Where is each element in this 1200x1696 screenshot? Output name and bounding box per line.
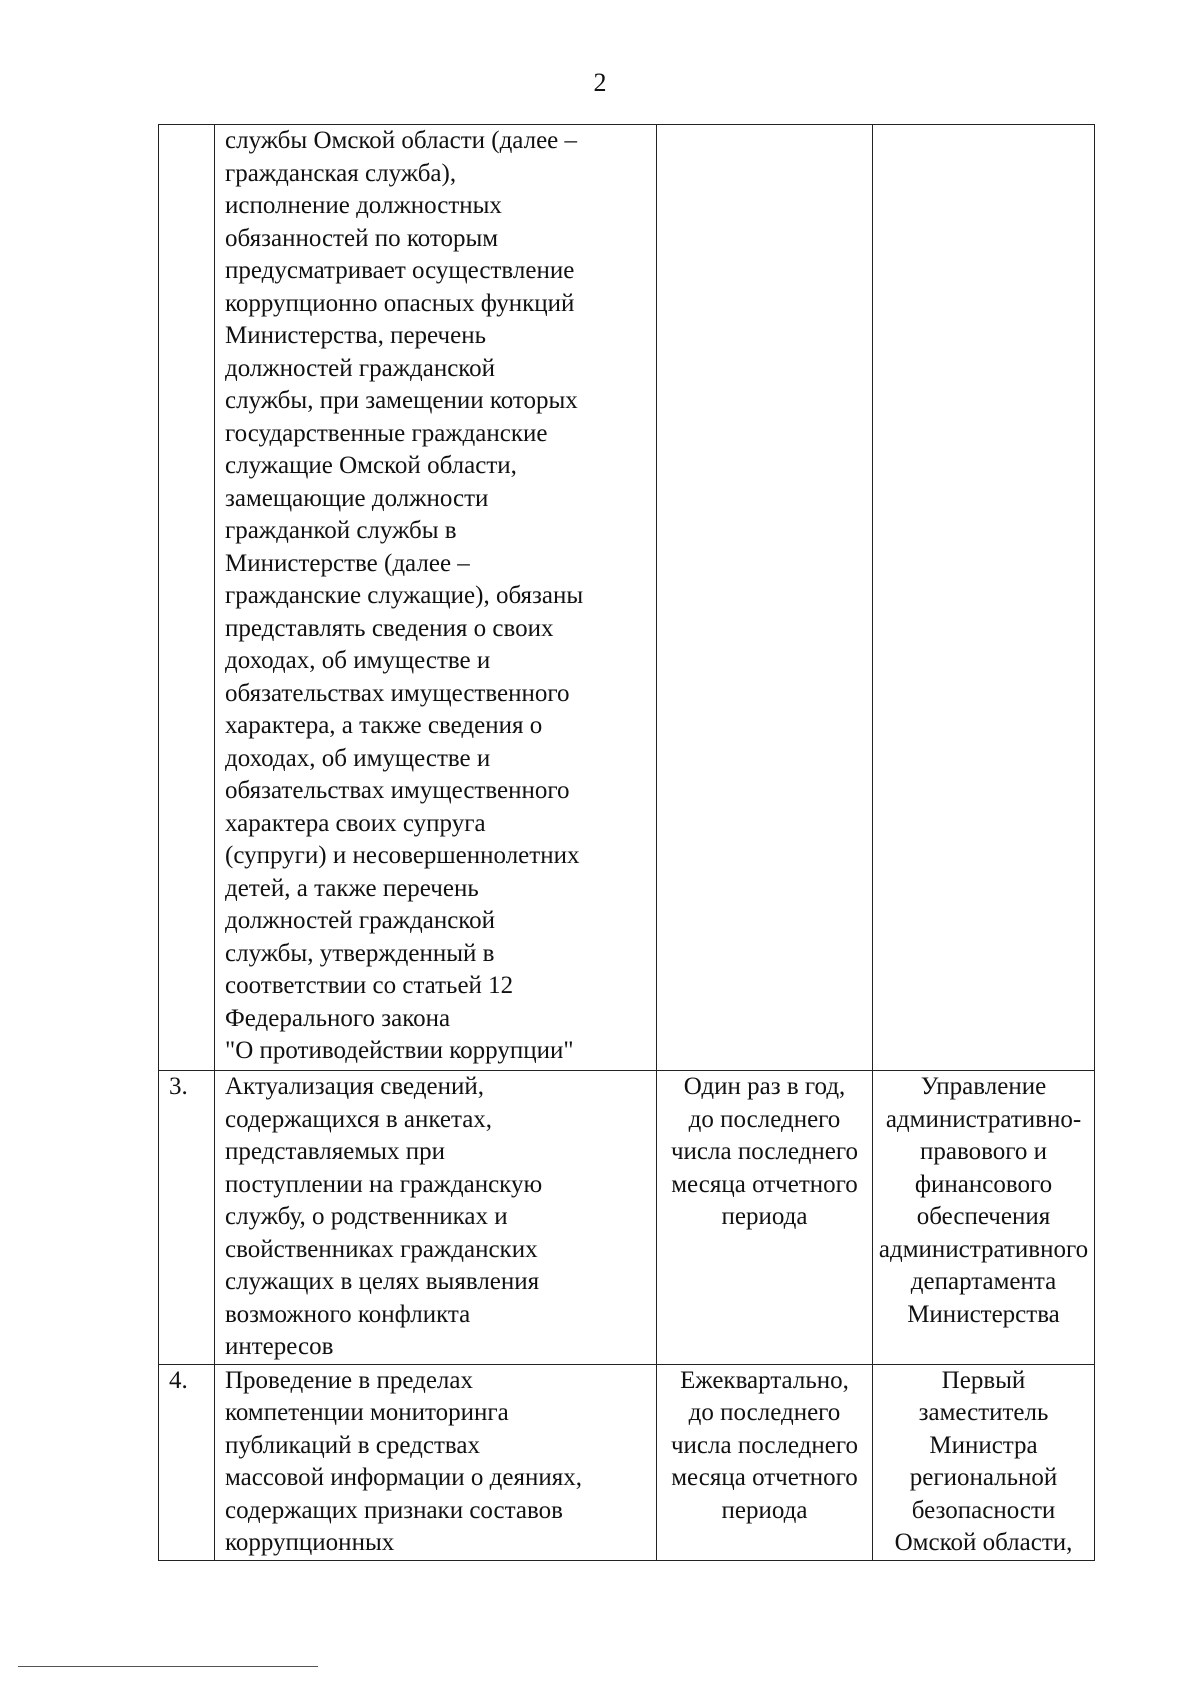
text-line: служащие Омской области, — [225, 452, 517, 479]
measure-text — [215, 125, 657, 1071]
text-line: Один раз в год, — [683, 1073, 846, 1100]
text-line: должностей гражданской — [225, 354, 496, 382]
text-line: возможного конфликта — [225, 1300, 471, 1328]
text-line: доходах, об имуществе и — [225, 744, 491, 772]
text-line: компетенции мониторинга — [225, 1399, 509, 1426]
text-line: Ежеквартально, — [680, 1366, 849, 1394]
text-line: Федерального закона — [225, 1004, 451, 1032]
text-line: месяца отчетного — [671, 1464, 858, 1491]
text-line: Управление — [920, 1073, 1047, 1100]
text-line: гражданская служба), — [225, 159, 457, 187]
measure-text — [215, 1071, 657, 1365]
text-line: поступлении на гражданскую — [225, 1170, 543, 1198]
text-line: обязанностей по которым — [225, 224, 499, 252]
text-line: свойственниках гражданских — [225, 1235, 538, 1263]
row-number: 3. — [159, 1071, 215, 1365]
text-line: службы Омской области (далее – — [225, 127, 578, 154]
text-line: числа последнего — [670, 1431, 859, 1459]
text-line: должностей гражданской — [225, 907, 496, 934]
text-line: исполнение должностных — [225, 192, 502, 219]
text-line: представляемых при — [225, 1138, 445, 1165]
text-line: финансового — [914, 1170, 1053, 1198]
text-line: службы, при замещении которых — [225, 387, 578, 414]
text-line: периода — [721, 1496, 808, 1524]
text-line: службу, о родственниках и — [225, 1203, 508, 1230]
deadline-text — [657, 1364, 873, 1560]
row-number — [159, 125, 215, 1071]
text-line: месяца отчетного — [671, 1170, 858, 1198]
text-line: гражданкой службы в — [225, 517, 457, 544]
responsible-text — [873, 1071, 1095, 1365]
text-line: представлять сведения о своих — [225, 614, 554, 642]
responsible-text — [873, 125, 1095, 1071]
text-line: Актуализация сведений, — [225, 1073, 485, 1100]
page-number: 2 — [593, 68, 607, 97]
text-line: числа последнего — [670, 1138, 859, 1165]
measures-table — [158, 124, 1095, 1561]
text-line: Министерстве (далее – — [225, 549, 470, 577]
responsible-text — [873, 1364, 1095, 1560]
text-line: Министерства — [907, 1300, 1060, 1328]
footer-rule — [18, 1666, 318, 1667]
table-row — [159, 1364, 1095, 1560]
text-line: интересов — [225, 1333, 334, 1360]
text-line: соответствии со статьей 12 — [225, 972, 514, 999]
text-line: департамента — [910, 1268, 1057, 1295]
text-line: правового и — [919, 1138, 1047, 1165]
text-line: (супруги) и несовершеннолетних — [225, 842, 580, 869]
text-line: Омской области, — [894, 1529, 1073, 1556]
text-line: доходах, об имуществе и — [225, 647, 491, 674]
text-line: "О противодействии коррупции" — [225, 1037, 574, 1064]
text-line: предусматривает осуществление — [225, 257, 575, 284]
text-line: обеспечения — [916, 1203, 1051, 1230]
text-line: Министра — [929, 1431, 1038, 1459]
text-line: до последнего — [688, 1105, 841, 1133]
deadline-text — [657, 1071, 873, 1365]
text-line: замещающие должности — [225, 484, 489, 512]
table-row — [159, 125, 1095, 1071]
text-line: содержащихся в анкетах, — [225, 1105, 493, 1133]
text-line: обязательствах имущественного — [225, 679, 570, 707]
text-line: службы, утвержденный в — [225, 939, 495, 967]
text-line: гражданские служащие), обязаны — [225, 582, 584, 609]
text-line: до последнего — [688, 1399, 841, 1426]
text-line: периода — [721, 1203, 808, 1230]
text-line: региональной — [909, 1464, 1058, 1491]
text-line: коррупционно опасных функций — [225, 289, 575, 317]
table-row — [159, 1071, 1095, 1365]
text-line: Министерства, перечень — [225, 322, 486, 349]
text-line: обязательствах имущественного — [225, 777, 570, 804]
text-line: характера, а также сведения о — [225, 712, 543, 739]
text-line: административного — [878, 1235, 1089, 1263]
text-line: содержащих признаки составов — [225, 1496, 563, 1524]
measure-text — [215, 1364, 657, 1560]
text-line: административно- — [885, 1105, 1082, 1133]
deadline-text — [657, 125, 873, 1071]
text-line: публикаций в средствах — [225, 1431, 480, 1459]
text-line: коррупционных — [225, 1529, 395, 1556]
text-line: служащих в целях выявления — [225, 1268, 540, 1295]
row-number: 4. — [159, 1364, 215, 1560]
text-line: государственные гражданские — [225, 419, 548, 447]
text-line: безопасности — [911, 1496, 1056, 1524]
text-line: массовой информации о деяниях, — [225, 1464, 582, 1491]
text-line: Проведение в пределах — [225, 1366, 473, 1394]
text-line: характера своих супруга — [225, 809, 486, 837]
text-line: детей, а также перечень — [225, 874, 479, 902]
text-line: Первый — [941, 1366, 1026, 1394]
text-line: заместитель — [918, 1399, 1049, 1426]
